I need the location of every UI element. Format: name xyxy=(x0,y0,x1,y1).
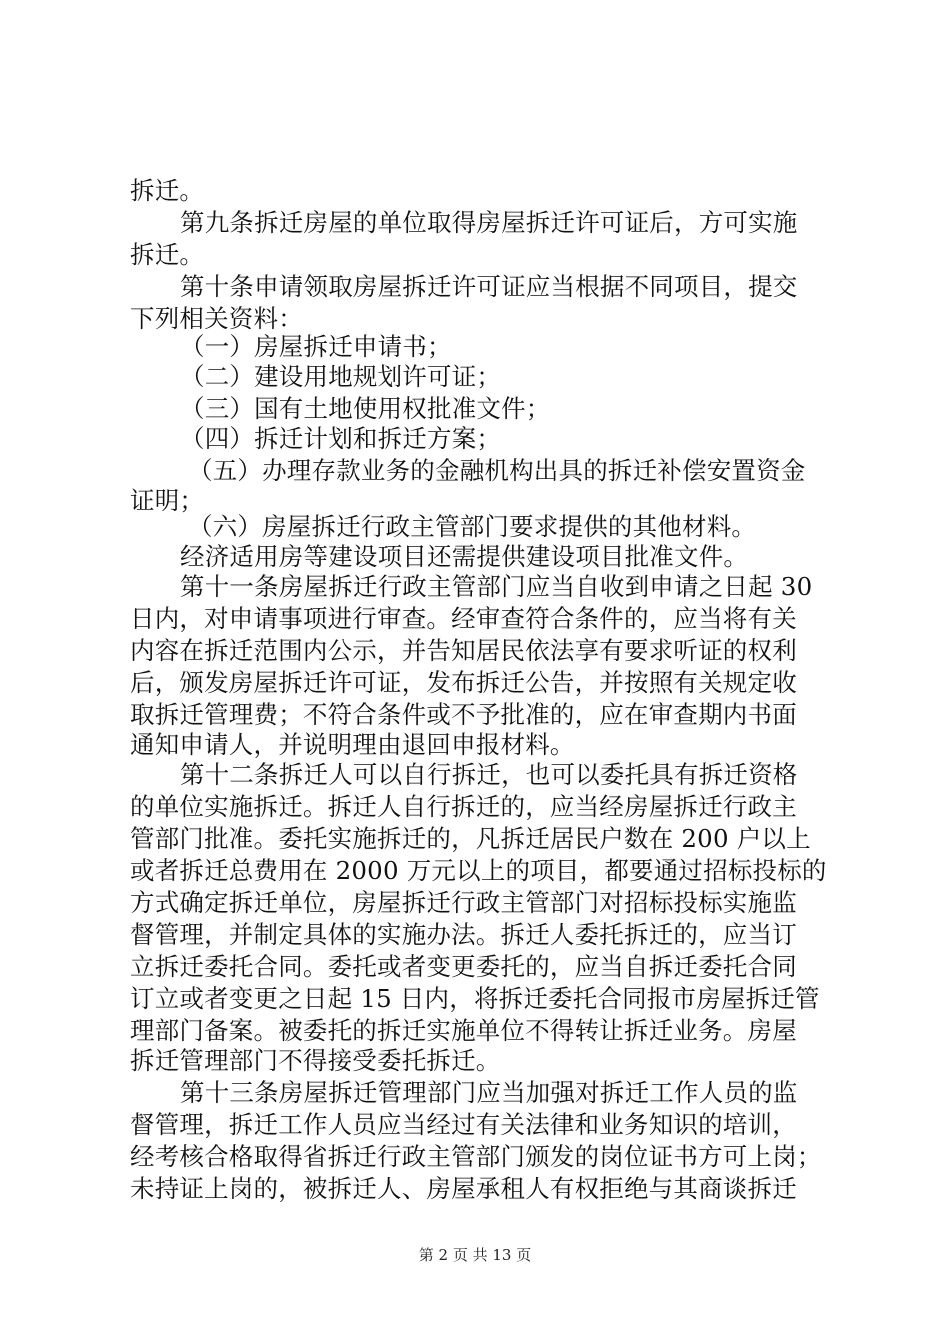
text-line: 拆迁。 xyxy=(130,240,205,269)
list-item: （五）办理存款业务的金融机构出具的拆迁补偿安置资金 xyxy=(188,456,806,485)
text-line: 内容在拆迁范围内公示，并告知居民依法享有要求听证的权利 xyxy=(130,636,797,665)
text-line: 第十一条房屋拆迁行政主管部门应当自收到申请之日起 30 xyxy=(180,572,813,601)
text-line: 订立或者变更之日起 15 日内，将拆迁委托合同报市房屋拆迁管 xyxy=(130,984,820,1013)
text-line: 经济适用房等建设项目还需提供建设项目批准文件。 xyxy=(180,542,749,571)
text-line: 理部门备案。被委托的拆迁实施单位不得转让拆迁业务。房屋 xyxy=(130,1016,797,1045)
text-line: 立拆迁委托合同。委托或者变更委托的，应当自拆迁委托合同 xyxy=(130,952,797,981)
text-line: 拆迁。 xyxy=(130,176,205,205)
text-line: 通知申请人，并说明理由退回申报材料。 xyxy=(130,730,575,759)
text-line: 未持证上岗的，被拆迁人、房屋承租人有权拒绝与其商谈拆迁 xyxy=(130,1174,797,1203)
text-line: 取拆迁管理费；不符合条件或不予批准的，应在审查期内书面 xyxy=(130,700,797,729)
text-line: 督管理，拆迁工作人员应当经过有关法律和业务知识的培训， xyxy=(130,1110,797,1139)
text-line: 督管理，并制定具体的实施办法。拆迁人委托拆迁的，应当订 xyxy=(130,920,797,949)
list-item: （一）房屋拆迁申请书； xyxy=(180,332,452,361)
text-line: 第十二条拆迁人可以自行拆迁，也可以委托具有拆迁资格 xyxy=(180,760,798,789)
list-item: （三）国有土地使用权批准文件； xyxy=(180,394,551,423)
text-line: 第十三条房屋拆迁管理部门应当加强对拆迁工作人员的监 xyxy=(180,1078,798,1107)
list-item: （四）拆迁计划和拆迁方案； xyxy=(180,424,502,453)
text-line: 拆迁管理部门不得接受委托拆迁。 xyxy=(130,1046,501,1075)
list-item: （二）建设用地规划许可证； xyxy=(180,362,502,391)
text-line: 下列相关资料： xyxy=(130,304,303,333)
text-line: 第九条拆迁房屋的单位取得房屋拆迁许可证后，方可实施 xyxy=(180,208,798,237)
text-line: 第十条申请领取房屋拆迁许可证应当根据不同项目，提交 xyxy=(180,272,798,301)
text-line: 后，颁发房屋拆迁许可证，发布拆迁公告，并按照有关规定收 xyxy=(130,668,797,697)
list-item: （六）房屋拆迁行政主管部门要求提供的其他材料。 xyxy=(188,512,757,541)
text-line: 证明； xyxy=(130,486,205,515)
text-line: 或者拆迁总费用在 2000 万元以上的项目，都要通过招标投标的 xyxy=(130,856,827,885)
text-line: 经考核合格取得省拆迁行政主管部门颁发的岗位证书方可上岗； xyxy=(130,1142,822,1171)
text-line: 的单位实施拆迁。拆迁人自行拆迁的，应当经房屋拆迁行政主 xyxy=(130,792,797,821)
text-line: 方式确定拆迁单位，房屋拆迁行政主管部门对招标投标实施监 xyxy=(130,888,797,917)
page-number-footer: 第 2 页 共 13 页 xyxy=(418,1246,532,1264)
text-line: 日内，对申请事项进行审查。经审查符合条件的，应当将有关 xyxy=(130,604,797,633)
text-line: 管部门批准。委托实施拆迁的，凡拆迁居民户数在 200 户以上 xyxy=(130,824,811,853)
